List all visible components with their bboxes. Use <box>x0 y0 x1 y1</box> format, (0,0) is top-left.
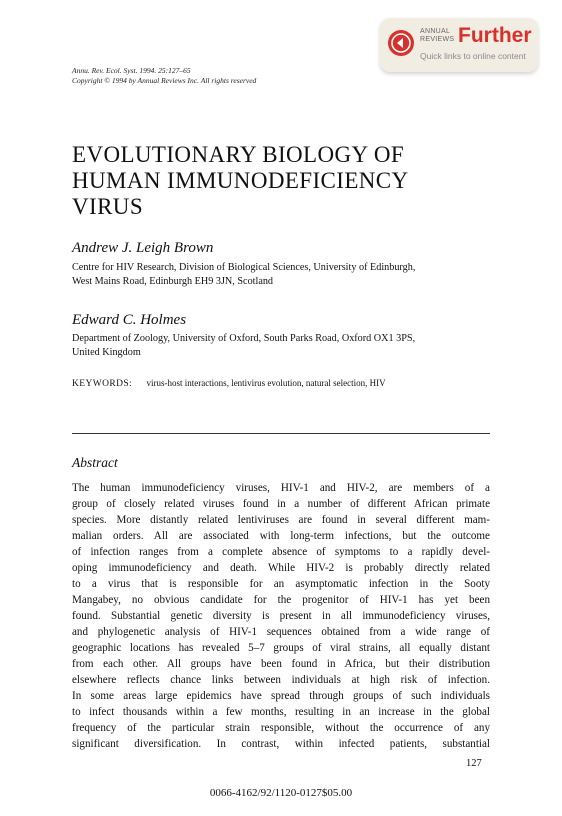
abstract-line: oping immunodeficiency and death. While HIV-2 is probably directly related <box>72 562 490 574</box>
abstract-line: to infect thousands within a few months, resulting in an increase in the global <box>72 706 490 718</box>
brand-further-text: Further <box>458 24 532 47</box>
keywords-list: virus-host interactions, lentivirus evolution, natural selection, HIV <box>146 378 386 388</box>
abstract-line: group of closely related viruses found in a number of different African primate <box>72 498 490 510</box>
abstract-line: significant diversification. In contrast, within infected patients, substantial <box>72 738 490 750</box>
author-name-2: Edward C. Holmes <box>72 312 187 328</box>
abstract-body <box>72 480 490 752</box>
abstract-line: species. More distantly related lentiviruses are found in several different mam- <box>72 514 490 526</box>
brand-small-text: ANNUAL REVIEWS <box>420 28 455 43</box>
abstract-line: frequency of the particular strain responsible, without the occurrence of any <box>72 722 490 734</box>
footer-code: 0066-4162/92/1120-0127$05.00 <box>209 787 353 799</box>
play-arrow-icon <box>388 30 414 56</box>
author-affiliation-2: Department of Zoology, University of Oxford, South Parks Road, Oxford OX1 3PS, United Kingdom <box>72 333 416 358</box>
journal-citation <box>72 66 256 86</box>
author-name-1: Andrew J. Leigh Brown <box>72 240 214 256</box>
abstract-line: The human immunodeficiency viruses, HIV-1 and HIV-2, are members of a <box>72 482 490 494</box>
abstract-line: and phylogenetic analysis of HIV-1 sequences obtained from a wide range of <box>72 626 490 638</box>
badge-tagline: Quick links to online content <box>420 51 526 61</box>
abstract-line: from each other. All groups have been found in Africa, but their distribution <box>72 658 490 670</box>
abstract-line: of infection ranges from a complete absence of symptoms to a rapidly devel- <box>72 546 490 558</box>
abstract-heading: Abstract <box>72 455 118 470</box>
abstract-line: elsewhere reflects chance links between individuals at high risk of infection. <box>72 674 490 686</box>
abstract-line: Mangabey, no obvious candidate for the progenitor of HIV-1 has yet been <box>72 594 490 606</box>
page-number: 127 <box>466 758 482 769</box>
abstract-line: to a virus that is responsible for an asymptomatic infection in the Sooty <box>72 578 490 590</box>
abstract-line: In some areas large epidemics have spread through groups of such individuals <box>72 690 490 702</box>
citation-line-1: Annu. Rev. Ecol. Syst. 1994. 25:127–65 <box>72 66 191 75</box>
annual-reviews-further-badge[interactable] <box>380 18 538 72</box>
keywords-label: KEYWORDS: <box>72 379 133 389</box>
abstract-line: geographic locations has revealed 5–7 groups of viral strains, all equally distant <box>72 642 490 654</box>
abstract-line: found. Substantial genetic diversity is present in all immunodeficiency viruses, <box>72 610 490 622</box>
section-divider <box>72 433 490 434</box>
article-title: EVOLUTIONARY BIOLOGY OF HUMAN IMMUNODEFICIENCY VIRUS <box>72 142 409 219</box>
abstract-line: malian orders. All are associated with long-term infections, but the outcome <box>72 530 490 542</box>
keywords <box>72 378 386 389</box>
citation-line-2: Copyright © 1994 by Annual Reviews Inc. All rights reserved <box>72 76 257 85</box>
author-affiliation-1: Centre for HIV Research, Division of Biological Sciences, University of Edinburgh, West Mains Road, Edinburgh EH9 3JN, Scotland <box>72 262 416 287</box>
